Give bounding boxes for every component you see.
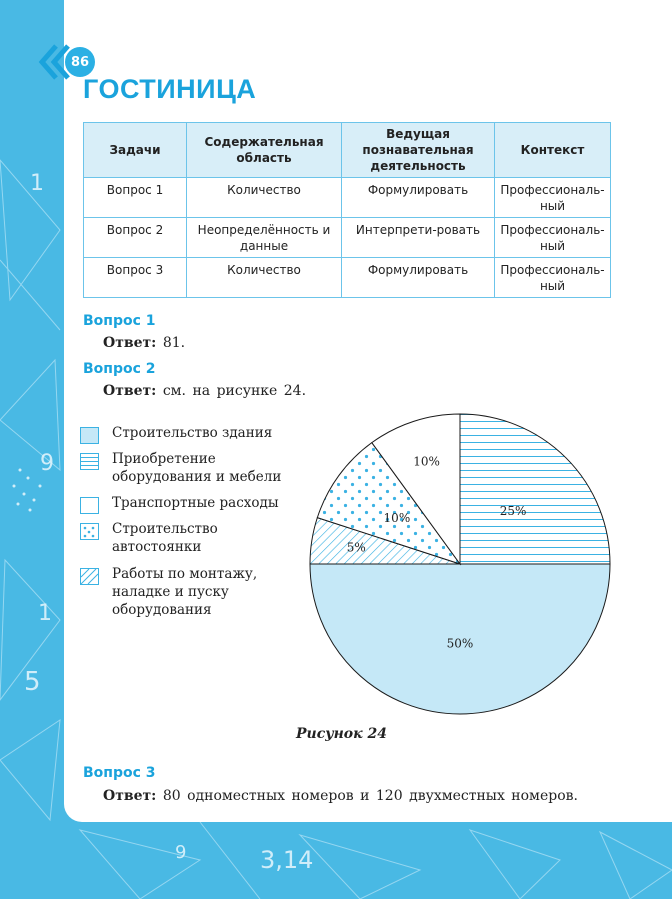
legend-label: наладке и пуску	[112, 584, 229, 600]
legend-label: Транспортные расходы	[112, 495, 279, 511]
table-cell: Количество	[187, 258, 342, 298]
page-title: ГОСТИНИЦА	[83, 74, 257, 104]
pie-chart	[300, 404, 620, 720]
svg-text:9: 9	[40, 451, 54, 476]
tasks-table	[83, 122, 611, 298]
table-cell: Профессиональ-ный	[495, 218, 611, 258]
slice-label: 5%	[346, 540, 366, 555]
legend-label: Строительство здания	[112, 425, 273, 441]
legend-swatch-diagonal-lines	[80, 568, 99, 585]
table-header: Задачи	[84, 123, 187, 178]
table-header: Ведущая познавательная деятельность	[342, 123, 495, 178]
slice-label: 10%	[413, 454, 440, 469]
question-2-answer	[103, 383, 306, 399]
table-cell: Формулировать	[342, 258, 495, 298]
table-row	[84, 218, 611, 258]
chart-caption: Рисунок 24	[296, 726, 387, 742]
table-header: Контекст	[495, 123, 611, 178]
legend-swatch-solid	[80, 427, 99, 444]
svg-text:1: 1	[38, 601, 52, 626]
table-row	[84, 178, 611, 218]
question-1-heading: Вопрос 1	[83, 313, 156, 329]
slice-label: 50%	[446, 636, 474, 651]
pie-slice	[460, 414, 610, 564]
question-1-answer	[103, 335, 185, 351]
table-cell: Профессиональ-ный	[495, 178, 611, 218]
legend-swatch-horizontal-lines	[80, 453, 99, 470]
page-number: 86	[70, 55, 90, 70]
table-header-row	[84, 123, 611, 178]
slice-label: 10%	[383, 511, 411, 526]
table-cell: Профессиональ-ный	[495, 258, 611, 298]
answer-label: Ответ:	[103, 788, 157, 804]
table-cell: Вопрос 3	[84, 258, 187, 298]
svg-text:3,14: 3,14	[260, 846, 314, 874]
answer-label: Ответ:	[103, 335, 157, 351]
table-cell: Количество	[187, 178, 342, 218]
table-header: Содержательная область	[187, 123, 342, 178]
answer-text: 80 одноместных номеров и 120 двухместных номеров.	[162, 788, 578, 804]
answer-text: 81.	[162, 335, 186, 351]
table-cell: Вопрос 2	[84, 218, 187, 258]
slice-label: 25%	[499, 503, 527, 518]
question-3-answer	[103, 788, 578, 804]
legend-swatch-dots	[80, 523, 99, 540]
table-cell: Вопрос 1	[84, 178, 187, 218]
legend-label: автостоянки	[112, 539, 202, 555]
answer-label: Ответ:	[103, 383, 157, 399]
question-2-heading: Вопрос 2	[83, 361, 156, 377]
table-cell: Неопределённость и данные	[187, 218, 342, 258]
table-cell: Интерпрети-ровать	[342, 218, 495, 258]
legend-label: Приобретение	[112, 451, 216, 467]
legend-label: Строительство	[112, 521, 218, 537]
table-cell: Формулировать	[342, 178, 495, 218]
legend-label: Работы по монтажу,	[112, 566, 258, 582]
svg-text:5: 5	[24, 667, 41, 697]
legend-label: оборудования	[112, 602, 212, 618]
legend-swatch-blank	[80, 497, 99, 514]
table-row	[84, 258, 611, 298]
legend-label: оборудования и мебели	[112, 469, 282, 485]
answer-text: см. на рисунке 24.	[162, 383, 307, 399]
svg-text:1: 1	[30, 171, 44, 196]
question-3-heading: Вопрос 3	[83, 765, 156, 781]
svg-text:9: 9	[175, 842, 187, 863]
